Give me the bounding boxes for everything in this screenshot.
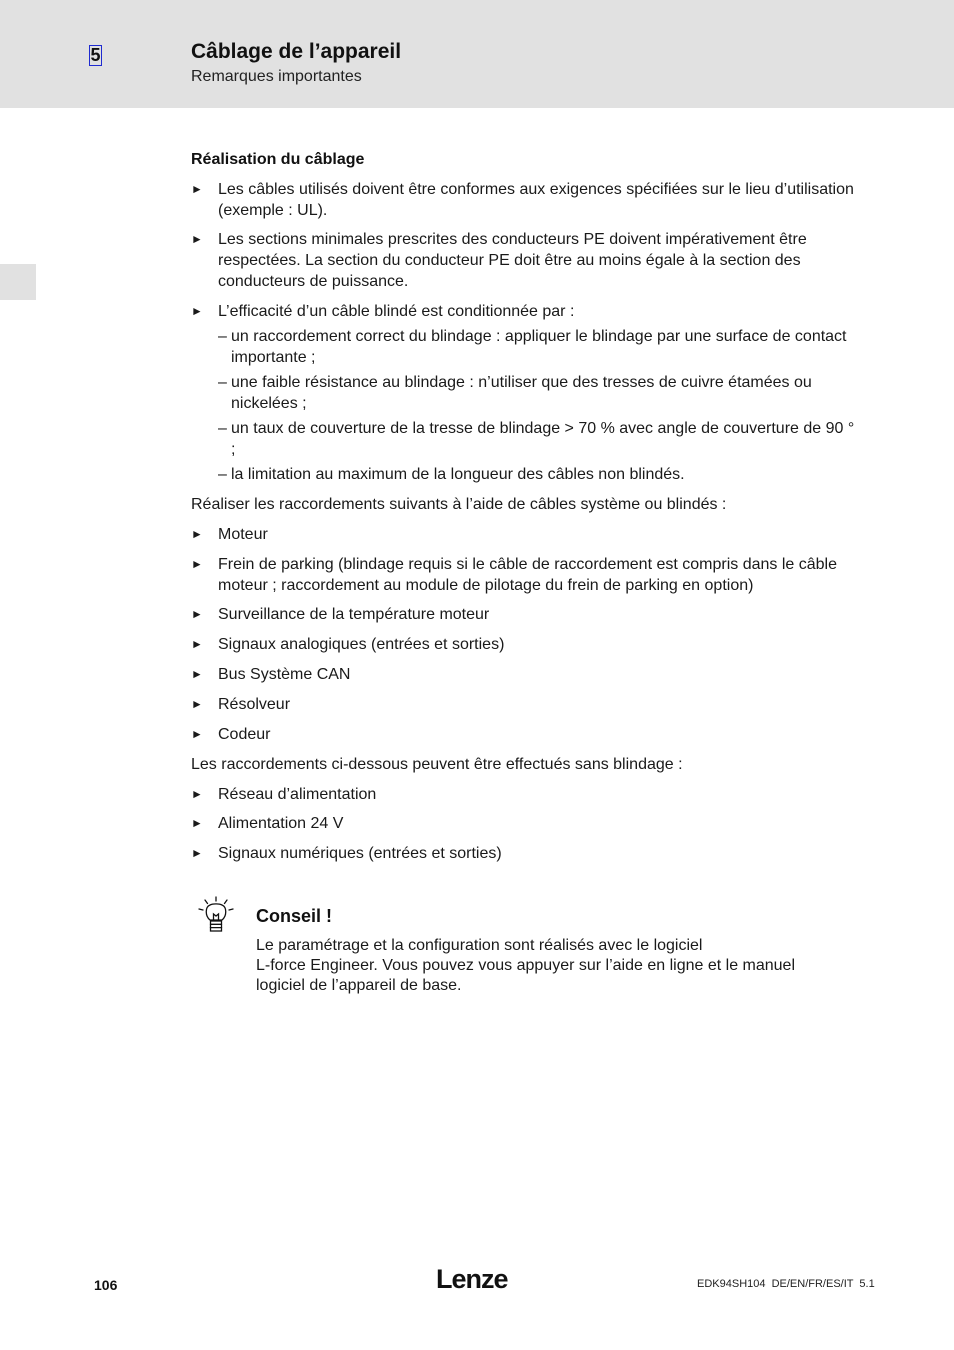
- bullet-text: L’efficacité d’un câble blindé est conditionnée par :: [218, 303, 575, 320]
- shield-condition-item-3: [218, 418, 858, 460]
- tip-text: [256, 936, 856, 996]
- unshielded-item-3: [191, 843, 856, 864]
- shielded-item-6: [191, 694, 856, 715]
- bullet-arrow-icon: ►: [191, 557, 203, 571]
- brand-logo: Lenze: [436, 1264, 508, 1294]
- dash-text: la limitation au maximum de la longueur des câbles non blindés.: [231, 466, 685, 483]
- bullet-arrow-icon: ►: [191, 816, 203, 830]
- dash-text: un raccordement correct du blindage : appliquer le blindage par une surface de contact importante ;: [231, 328, 847, 366]
- bullet-text: Codeur: [218, 726, 271, 743]
- unshielded-intro: Les raccordements ci-dessous peuvent être effectués sans blindage :: [191, 756, 683, 773]
- tip-title: Conseil !: [256, 906, 333, 926]
- shielded-item-1: [191, 524, 856, 545]
- dash-marker: –: [218, 420, 227, 437]
- shielded-intro: Réaliser les raccordements suivants à l’aide de câbles système ou blindés :: [191, 496, 727, 513]
- unshielded-item-1: [191, 784, 856, 805]
- unshielded-item-2: [191, 813, 856, 834]
- wiring-bullet-1: [191, 179, 856, 221]
- dash-marker: –: [218, 374, 227, 391]
- side-tab-marker: [0, 264, 36, 300]
- bullet-arrow-icon: ►: [191, 846, 203, 860]
- page-title: Câblage de l’appareil: [191, 40, 402, 63]
- tip-line: logiciel de l’appareil de base.: [256, 977, 462, 994]
- bullet-text: Signaux numériques (entrées et sorties): [218, 845, 502, 862]
- bullet-arrow-icon: ►: [191, 304, 203, 318]
- chapter-number-box: 5: [90, 45, 101, 65]
- shielded-item-2: [191, 554, 856, 596]
- bullet-text: Bus Système CAN: [218, 666, 351, 683]
- bullet-text: Résolveur: [218, 696, 291, 713]
- bullet-arrow-icon: ►: [191, 232, 203, 246]
- bullet-text: Les câbles utilisés doivent être conformes aux exigences spécifiées sur le lieu d’utilisation (exemple : UL).: [218, 181, 854, 219]
- lightbulb-icon: [196, 896, 236, 936]
- shielded-item-7: [191, 724, 856, 745]
- page-subtitle: Remarques importantes: [191, 68, 362, 85]
- bullet-arrow-icon: ►: [191, 667, 203, 681]
- shielded-item-5: [191, 664, 856, 685]
- wiring-bullet-3: [191, 301, 856, 322]
- bullet-text: Surveillance de la température moteur: [218, 606, 490, 623]
- document-id: EDK94SH104 DE/EN/FR/ES/IT 5.1: [697, 1278, 875, 1290]
- bullet-text: Les sections minimales prescrites des conducteurs PE doivent impérativement être respectées. La section du conducteur PE doit être au moins égale à la section des conducteurs de puissance.: [218, 231, 807, 290]
- bullet-arrow-icon: ►: [191, 787, 203, 801]
- shielded-item-4: [191, 634, 856, 655]
- bullet-arrow-icon: ►: [191, 607, 203, 621]
- bullet-text: Frein de parking (blindage requis si le câble de raccordement est compris dans le câble moteur ; raccordement au module de pilotage du frein de parking en option): [218, 556, 837, 594]
- dash-text: une faible résistance au blindage : n’utiliser que des tresses de cuivre étamées ou nickelées ;: [231, 374, 812, 412]
- bullet-text: Signaux analogiques (entrées et sorties): [218, 636, 505, 653]
- tip-line: L-force Engineer. Vous pouvez vous appuyer sur l’aide en ligne et le manuel: [256, 957, 796, 974]
- shielded-item-3: [191, 604, 856, 625]
- bullet-text: Alimentation 24 V: [218, 815, 344, 832]
- bullet-text: Moteur: [218, 526, 268, 543]
- bullet-arrow-icon: ►: [191, 727, 203, 741]
- wiring-bullet-2: [191, 229, 856, 292]
- header-band: [0, 0, 954, 108]
- dash-text: un taux de couverture de la tresse de blindage > 70 % avec angle de couverture de 90 ° ;: [231, 420, 855, 458]
- bullet-text: Réseau d’alimentation: [218, 786, 377, 803]
- shield-condition-item-2: [218, 372, 858, 414]
- shield-condition-item-1: [218, 326, 858, 368]
- tip-line: Le paramétrage et la configuration sont réalisés avec le logiciel: [256, 937, 703, 954]
- dash-marker: –: [218, 466, 227, 483]
- bullet-arrow-icon: ►: [191, 697, 203, 711]
- section-heading: Réalisation du câblage: [191, 151, 365, 168]
- page-number: 106: [94, 1277, 118, 1293]
- bullet-arrow-icon: ►: [191, 527, 203, 541]
- dash-marker: –: [218, 328, 227, 345]
- bullet-arrow-icon: ►: [191, 182, 203, 196]
- bullet-arrow-icon: ►: [191, 637, 203, 651]
- shield-condition-item-4: [218, 464, 858, 485]
